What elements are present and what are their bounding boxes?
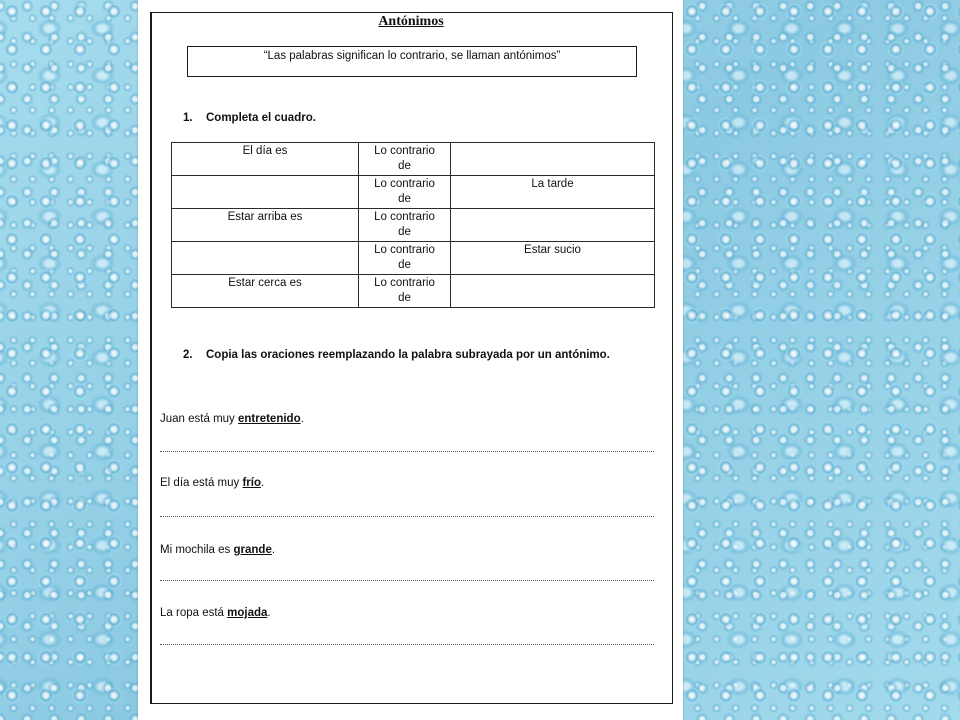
sentence-list	[160, 411, 656, 669]
table-cell: El día es	[172, 143, 359, 176]
underlined-word: mojada	[227, 607, 268, 619]
sentence-end: .	[261, 477, 265, 489]
answer-line	[160, 451, 654, 452]
table-cell: Estar sucio	[451, 242, 655, 275]
sentence-text: Juan está muy	[160, 413, 238, 425]
definition-box	[187, 46, 637, 77]
underlined-word: entretenido	[237, 413, 301, 425]
answer-line	[160, 644, 654, 645]
sentence-end: .	[300, 413, 304, 425]
table-cell: Lo contrario de	[359, 275, 451, 308]
table-row	[172, 275, 655, 308]
table-cell: La tarde	[451, 176, 655, 209]
underlined-word: grande	[233, 544, 272, 556]
answer-line	[160, 516, 654, 517]
table-cell: Estar cerca es	[172, 275, 359, 308]
exercise-2-instruction: Copia las oraciones reemplazando la palabra subrayada por un antónimo.	[206, 349, 610, 361]
exercise-1-instruction: Completa el cuadro.	[206, 112, 316, 124]
answer-line	[160, 580, 654, 581]
table-row	[172, 242, 655, 275]
table-cell	[172, 242, 359, 275]
antonyms-table	[171, 142, 655, 308]
list-item	[160, 411, 656, 475]
table-row	[172, 143, 655, 176]
table-cell: Estar arriba es	[172, 209, 359, 242]
table-cell	[451, 275, 655, 308]
definition-text: “Las palabras significan lo contrario, se llaman antónimos”	[263, 50, 561, 62]
sentence-2	[160, 475, 264, 491]
table-cell: Lo contrario de	[359, 209, 451, 242]
table-row	[172, 209, 655, 242]
worksheet-page	[138, 0, 683, 720]
table-cell: Lo contrario de	[359, 242, 451, 275]
worksheet-title: Antónimos	[378, 14, 444, 29]
exercise-1-heading	[183, 111, 316, 125]
sentence-text: El día está muy	[160, 477, 243, 489]
table-cell	[172, 176, 359, 209]
table-cell: Lo contrario de	[359, 176, 451, 209]
list-item	[160, 542, 656, 605]
sentence-end: .	[267, 607, 271, 619]
exercise-2-heading	[183, 348, 610, 362]
list-item	[160, 605, 656, 669]
list-item	[160, 475, 656, 542]
exercise-2-number: 2.	[183, 349, 193, 361]
table-cell: Lo contrario de	[359, 143, 451, 176]
sentence-end: .	[271, 544, 276, 556]
sentence-4	[160, 605, 271, 621]
sentence-text: La ropa está	[160, 607, 228, 619]
table-cell	[451, 143, 655, 176]
exercise-1-number: 1.	[183, 112, 193, 124]
sentence-text: Mi mochila es	[160, 544, 234, 556]
table-cell	[451, 209, 655, 242]
sentence-3	[160, 542, 275, 558]
underlined-word: frío	[242, 477, 261, 489]
table-row	[172, 176, 655, 209]
sentence-1	[160, 411, 304, 427]
